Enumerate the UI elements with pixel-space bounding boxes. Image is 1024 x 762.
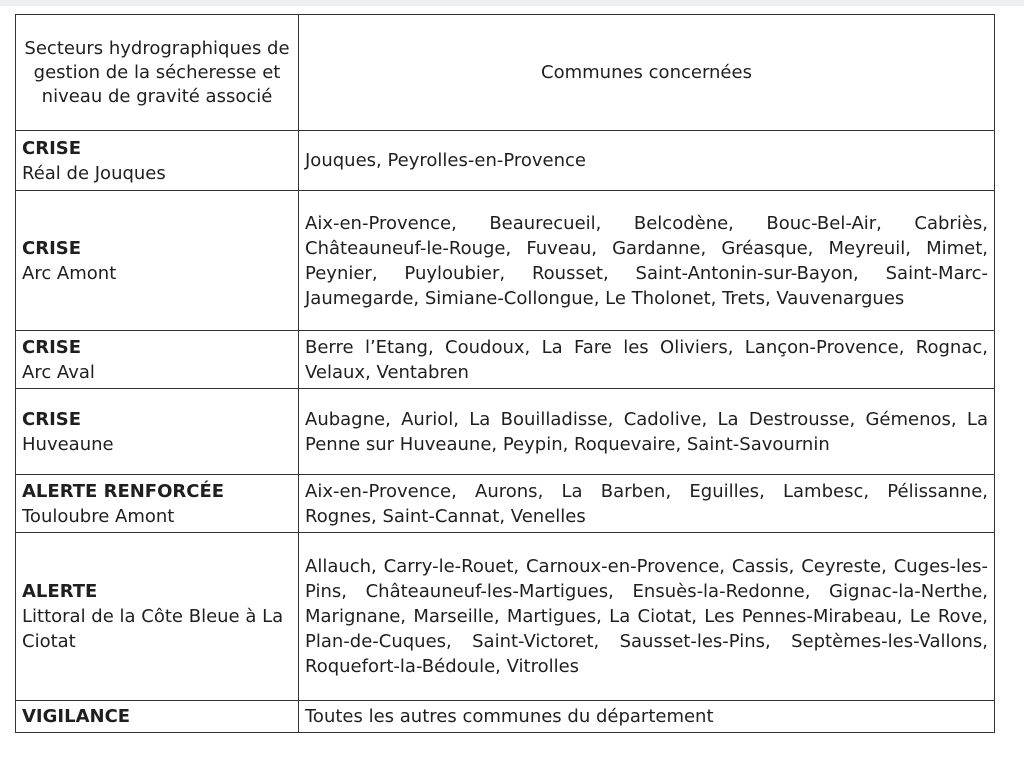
communes-cell: Jouques, Peyrolles-en-Provence [299,131,995,191]
communes-cell: Aix-en-Provence, Aurons, La Barben, Eguilles, Lambesc, Pélissanne, Rognes, Saint-Cannat, Venelles [299,475,995,533]
table-row [16,389,995,475]
top-band [0,0,1024,6]
sector-cell [16,475,299,533]
header-sector-column: Secteurs hydrographiques de gestion de la sécheresse et niveau de gravité associé [16,15,299,131]
table-row [16,131,995,191]
sector-cell [16,389,299,475]
severity-level: ALERTE [22,581,98,602]
severity-level: CRISE [22,408,82,430]
communes-cell: Allauch, Carry-le-Rouet, Carnoux-en-Provence, Cassis, Ceyreste, Cuges-les-Pins, Châteauneuf-les-Martigues, Ensuès-la-Redonne, Gignac-la-Nerthe, Marignane, Marseille, Martigues, La Ciotat, Les Pennes-Mirabeau, Le Rove, Plan-de-Cuques, Saint-Victoret, Sausset-les-Pins, Septèmes-les-Vallons, Roquefort-la-Bédoule, Vitrolles [299,533,995,701]
severity-level: VIGILANCE [22,706,131,727]
table-row [16,533,995,701]
table-header-row [16,15,995,131]
drought-sectors-table [15,14,995,733]
communes-cell: Toutes les autres communes du département [299,701,995,733]
severity-level: ALERTE RENFORCÉE [22,480,225,502]
sector-cell [16,331,299,389]
sector-name: Touloubre Amont [22,505,175,527]
sector-name: Huveaune [22,433,114,455]
table-row [16,475,995,533]
communes-cell: Aubagne, Auriol, La Bouilladisse, Cadolive, La Destrousse, Gémenos, La Penne sur Huveaune, Peypin, Roquevaire, Saint-Savournin [299,389,995,475]
severity-level: CRISE [22,137,82,159]
sector-cell [16,533,299,701]
header-communes-column: Communes concernées [299,15,995,131]
sector-cell [16,701,299,733]
severity-level: CRISE [22,336,82,358]
communes-cell: Berre l’Etang, Coudoux, La Fare les Oliviers, Lançon-Provence, Rognac, Velaux, Ventabren [299,331,995,389]
sector-name: Arc Amont [22,262,117,284]
table-row [16,191,995,331]
sector-cell [16,191,299,331]
communes-cell: Aix-en-Provence, Beaurecueil, Belcodène, Bouc-Bel-Air, Cabriès, Châteauneuf-le-Rouge, Fuveau, Gardanne, Gréasque, Meyreuil, Mimet, Peynier, Puyloubier, Rousset, Saint-Antonin-sur-Bayon, Saint-Marc-Jaumegarde, Simiane-Collongue, Le Tholonet, Trets, Vauvenargues [299,191,995,331]
table-row [16,331,995,389]
table-row [16,701,995,733]
severity-level: CRISE [22,237,82,259]
sector-cell [16,131,299,191]
sector-name: Littoral de la Côte Bleue à La Ciotat [22,606,284,652]
sector-name: Réal de Jouques [22,162,166,184]
sector-name: Arc Aval [22,361,95,383]
